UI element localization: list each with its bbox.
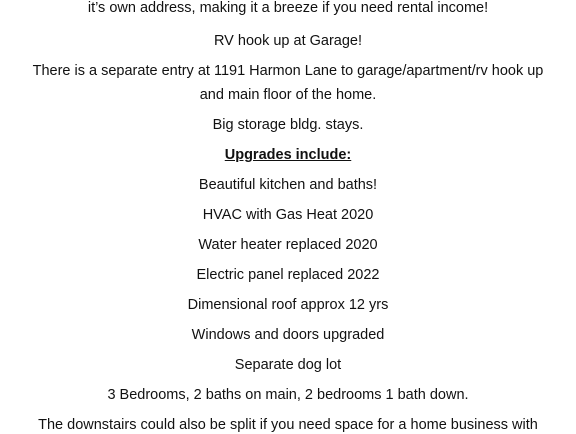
text-line-windows-doors: Windows and doors upgraded — [191, 327, 385, 343]
text-line-main-floor: and main floor of the home. — [199, 87, 377, 103]
text-line-rental-income: it’s own address, making it a breeze if you need rental income! — [87, 0, 489, 16]
text-line-kitchen-baths: Beautiful kitchen and baths! — [198, 177, 378, 193]
text-line-storage-bldg: Big storage bldg. stays. — [212, 117, 364, 133]
text-line-hvac: HVAC with Gas Heat 2020 — [202, 207, 374, 223]
text-line-dog-lot: Separate dog lot — [234, 357, 342, 373]
text-line-rv-hookup: RV hook up at Garage! — [213, 33, 363, 49]
text-line-roof: Dimensional roof approx 12 yrs — [187, 297, 389, 313]
upgrades-heading: Upgrades include: — [224, 147, 352, 163]
text-line-electric-panel: Electric panel replaced 2022 — [196, 267, 380, 283]
text-line-bedrooms: 3 Bedrooms, 2 baths on main, 2 bedrooms 1 bath down. — [107, 387, 469, 403]
text-line-water-heater: Water heater replaced 2020 — [198, 237, 378, 253]
text-line-separate-entry: There is a separate entry at 1191 Harmon Lane to garage/apartment/rv hook up — [32, 63, 544, 79]
text-line-downstairs-split: The downstairs could also be split if you need space for a home business with — [38, 417, 538, 433]
